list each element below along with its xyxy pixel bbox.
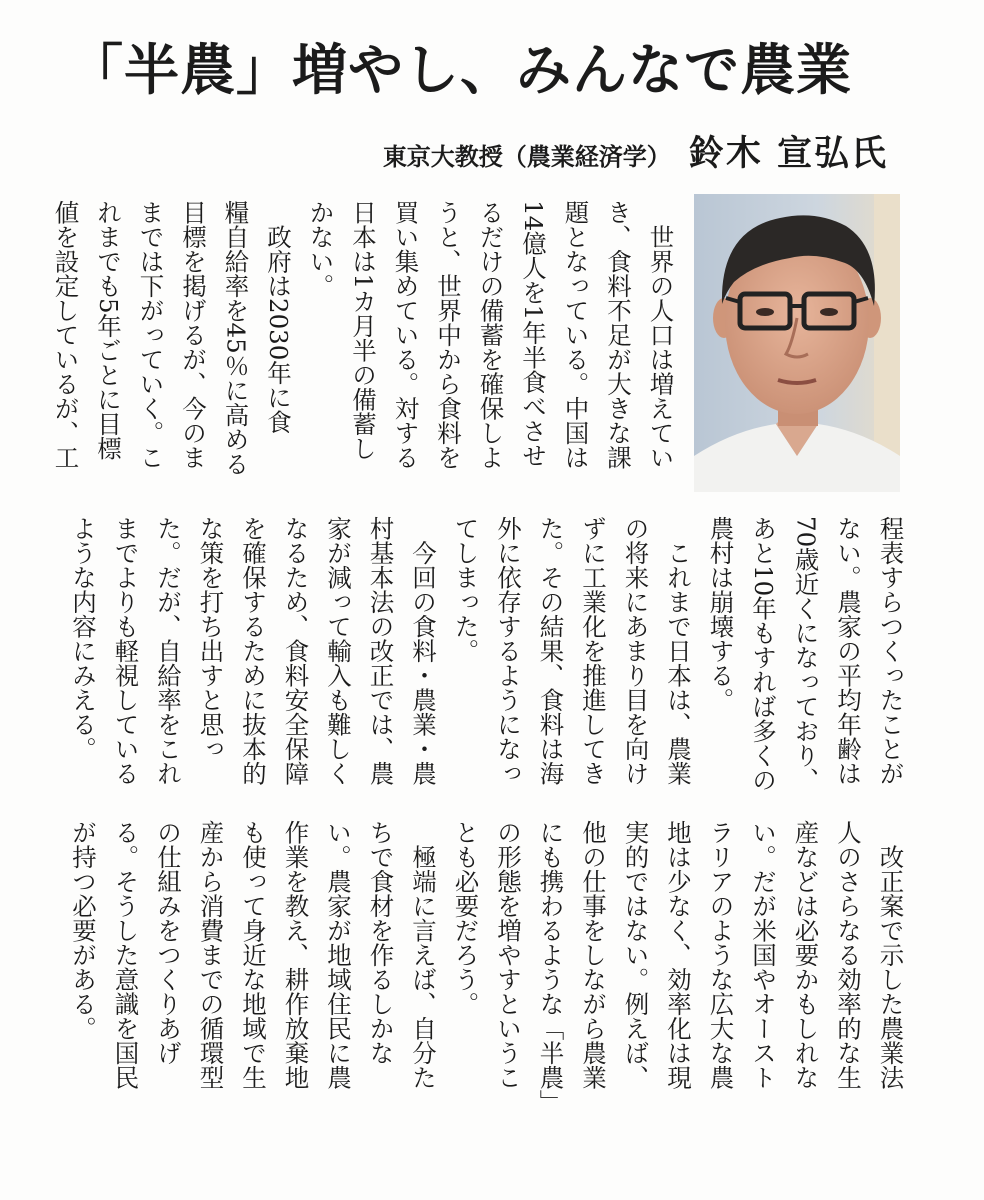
article-column: 地は少なく、効率化は現 (664, 820, 693, 1090)
article-column: る。そうした意識を国民 (111, 820, 141, 1090)
article-column: 程表すらつくったことが (876, 516, 906, 786)
article-column: 人のさらなる効率的な生 (834, 820, 863, 1090)
article-column: い。だが米国やオースト (749, 820, 778, 1090)
article-column: までよりも軽視している (111, 516, 141, 786)
article-column: かない。 (306, 200, 336, 298)
byline-name: 鈴木 宣弘氏 (688, 133, 888, 174)
article-column: 題となっている。中国は (561, 200, 591, 470)
article-column: あと10年もすれば多くの (749, 516, 778, 793)
article-column: までは下がっていく。こ (136, 200, 166, 470)
article-column: るだけの備蓄を確保しよ (476, 200, 506, 470)
article-column: 日本は1カ月半の備蓄し (349, 200, 378, 461)
article-column: 家が減って輸入も難しく (324, 516, 353, 786)
article-column: これまで日本は、農業 (664, 516, 693, 786)
article-column: ラリアのような広大な農 (706, 820, 736, 1090)
article-column: 外に依存するようになっ (494, 516, 523, 786)
article-column: 他の仕事をしながら農業 (579, 820, 608, 1090)
article-column: も使って身近な地域で生 (239, 820, 268, 1090)
article-column: の将来にあまり目を向け (621, 516, 651, 786)
article-column: い。農家が地域住民に農 (324, 820, 353, 1090)
article-column: とも必要だろう。 (451, 820, 481, 1016)
article-column: 農村は崩壊する。 (706, 516, 736, 712)
article-column: てしまった。 (451, 516, 481, 663)
article-column: 値を設定しているが、工 (51, 200, 81, 470)
article-column: 14億人を1年半食べさせ (519, 200, 548, 468)
article-column: ない。農家の平均年齢は (834, 516, 863, 786)
article-column: ような内容にみえる。 (69, 516, 98, 761)
article-column: た。だが、自給率をこれ (154, 516, 183, 786)
article-column: 70歳近くになっており、 (791, 516, 821, 793)
article-column: 糧自給率を45％に高める (221, 200, 251, 477)
article-column: なるため、食料安全保障 (281, 516, 311, 786)
article-column: うと、世界中から食料を (434, 200, 463, 470)
article-column: の形態を増やすというこ (494, 820, 523, 1090)
article-column: 極端に言えば、自分た (409, 820, 438, 1090)
article-column: が持つ必要がある。 (69, 820, 98, 1041)
article-column: 政府は2030年に食 (264, 200, 293, 434)
byline (383, 126, 888, 176)
article-column: 産から消費までの循環型 (196, 820, 226, 1090)
article-column: 今回の食料・農業・農 (409, 516, 438, 786)
article-column: き、食料不足が大きな課 (604, 200, 633, 470)
article-column: な策を打ち出すと思っ (196, 516, 226, 761)
article-column: 買い集めている。対する (391, 200, 421, 470)
article-column: 村基本法の改正では、農 (366, 516, 396, 786)
article-column: を確保するために抜本的 (239, 516, 268, 786)
headline: 「半農」増やし、みんなで農業 (68, 38, 853, 102)
article-column: の仕組みをつくりあげ (154, 820, 183, 1065)
article-column: れまでも5年ごとに目標 (94, 200, 123, 461)
article-column: 目標を掲げるが、今のま (179, 200, 208, 470)
portrait-photo (694, 194, 900, 492)
article-column: 世界の人口は増えてい (646, 200, 676, 470)
article-column: ちで食材を作るしかな (366, 820, 396, 1065)
article-column: 改正案で示した農業法 (876, 820, 906, 1090)
article-column: た。その結果、食料は海 (536, 516, 566, 786)
byline-title: 東京大教授（農業経済学） (382, 143, 671, 171)
article-column: 作業を教え、耕作放棄地 (281, 820, 311, 1090)
article-column: 産などは必要かもしれな (791, 820, 821, 1090)
portrait-photo-graphic (694, 194, 900, 492)
article-column: にも携わるような「半農」 (536, 820, 566, 1114)
article-column: ずに工業化を推進してき (579, 516, 608, 786)
article-column: 実的ではない。例えば、 (621, 820, 651, 1090)
